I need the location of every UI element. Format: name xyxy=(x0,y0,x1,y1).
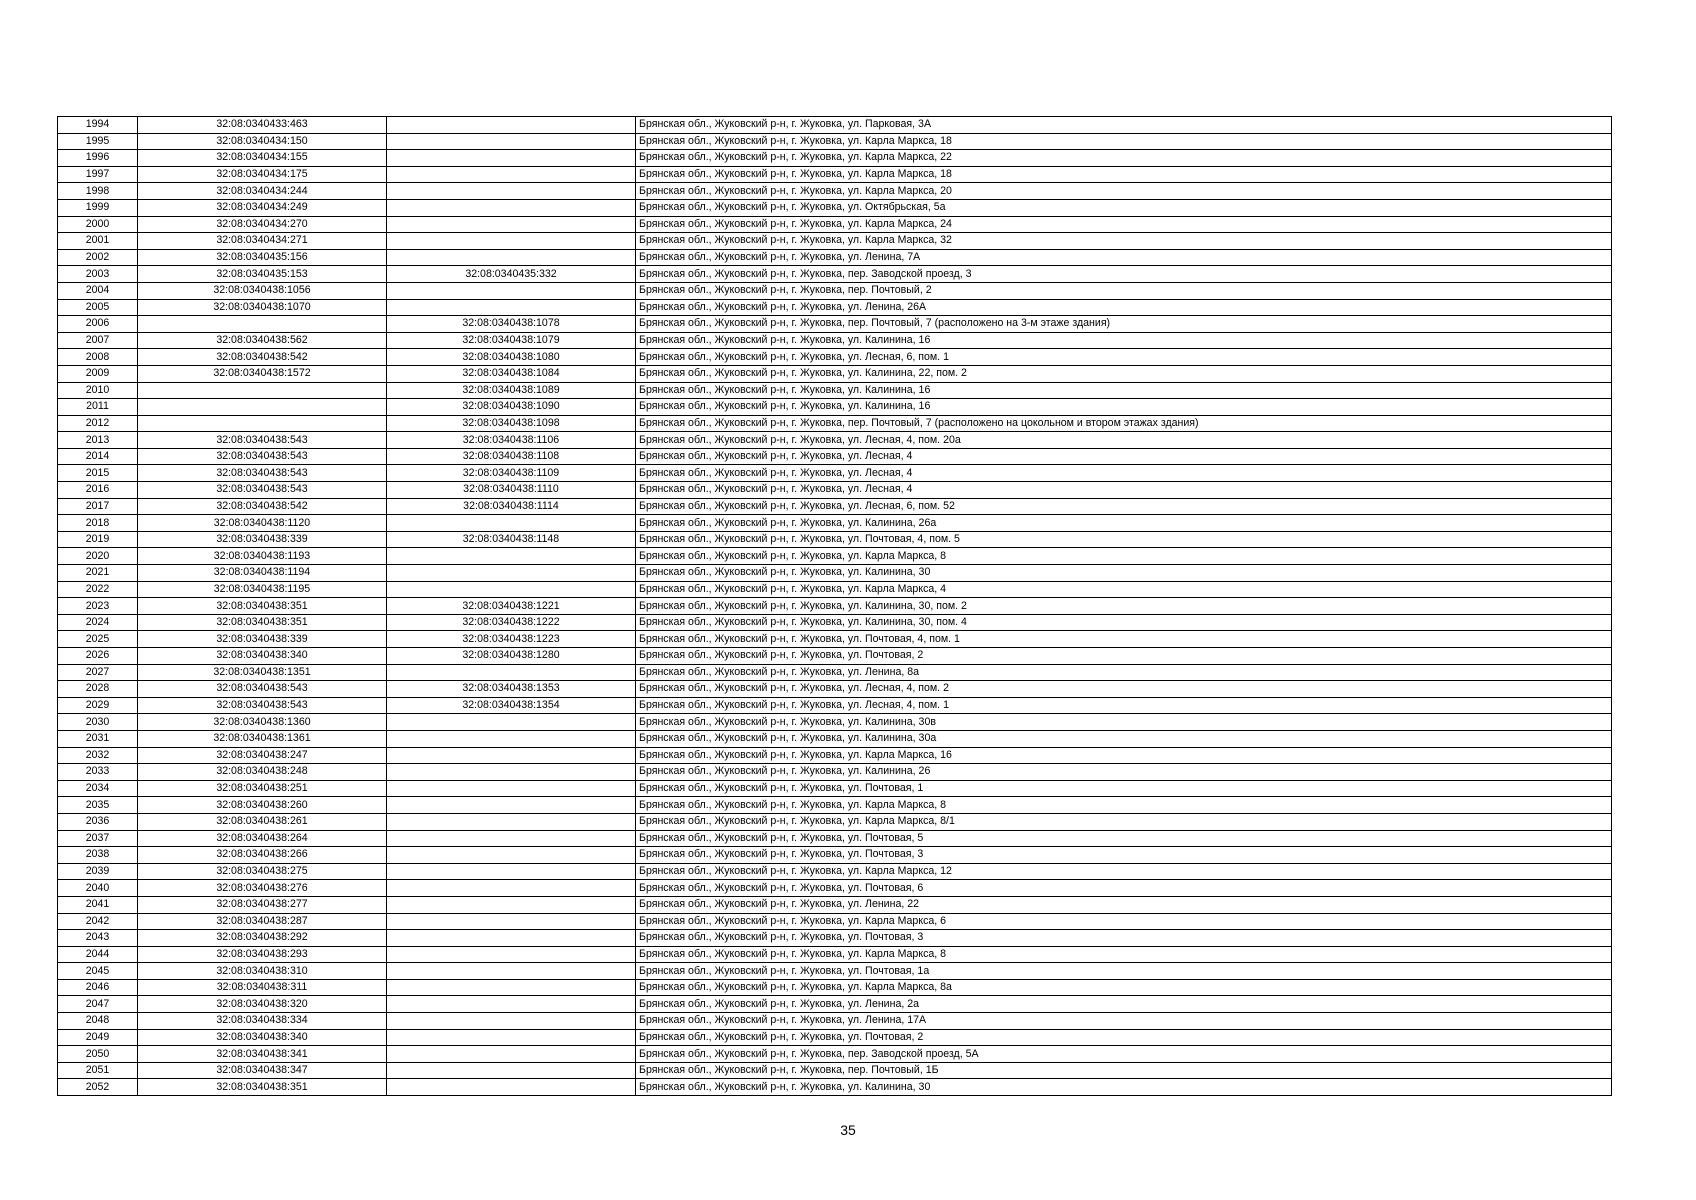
cadastral-number-cell: 32:08:0340434:155 xyxy=(138,150,387,167)
table-row xyxy=(58,780,1612,797)
address-cell: Брянская обл., Жуковский р-н, г. Жуковка, ул. Почтовая, 2 xyxy=(636,1029,1612,1046)
address-cell: Брянская обл., Жуковский р-н, г. Жуковка, ул. Лесная, 4, пом. 20а xyxy=(636,432,1612,449)
row-number-cell: 1998 xyxy=(58,183,138,200)
cadastral-number-cell: 32:08:0340434:150 xyxy=(138,133,387,150)
table-row xyxy=(58,946,1612,963)
object-number-cell xyxy=(387,730,636,747)
object-number-cell xyxy=(387,863,636,880)
cadastral-number-cell: 32:08:0340438:260 xyxy=(138,797,387,814)
table-row xyxy=(58,482,1612,499)
cadastral-number-cell: 32:08:0340438:1572 xyxy=(138,365,387,382)
address-cell: Брянская обл., Жуковский р-н, г. Жуковка, ул. Лесная, 4, пом. 1 xyxy=(636,697,1612,714)
cadastral-number-cell: 32:08:0340435:153 xyxy=(138,266,387,283)
object-number-cell xyxy=(387,880,636,897)
table-row xyxy=(58,963,1612,980)
table-row xyxy=(58,166,1612,183)
object-number-cell xyxy=(387,764,636,781)
row-number-cell: 2018 xyxy=(58,515,138,532)
object-number-cell xyxy=(387,714,636,731)
table-row xyxy=(58,216,1612,233)
cadastral-number-cell: 32:08:0340438:543 xyxy=(138,465,387,482)
object-number-cell xyxy=(387,1062,636,1079)
object-number-cell xyxy=(387,813,636,830)
cadastral-number-cell: 32:08:0340438:1120 xyxy=(138,515,387,532)
cadastral-number-cell: 32:08:0340438:339 xyxy=(138,631,387,648)
table-row xyxy=(58,664,1612,681)
object-number-cell xyxy=(387,847,636,864)
address-cell: Брянская обл., Жуковский р-н, г. Жуковка, ул. Ленина, 7А xyxy=(636,249,1612,266)
row-number-cell: 1996 xyxy=(58,150,138,167)
object-number-cell xyxy=(387,946,636,963)
object-number-cell xyxy=(387,1029,636,1046)
address-cell: Брянская обл., Жуковский р-н, г. Жуковка, ул. Карла Маркса, 12 xyxy=(636,863,1612,880)
cadastral-number-cell: 32:08:0340438:264 xyxy=(138,830,387,847)
address-cell: Брянская обл., Жуковский р-н, г. Жуковка, ул. Почтовая, 4, пом. 5 xyxy=(636,531,1612,548)
row-number-cell: 2044 xyxy=(58,946,138,963)
object-number-cell xyxy=(387,565,636,582)
object-number-cell: 32:08:0340438:1090 xyxy=(387,399,636,416)
row-number-cell: 2022 xyxy=(58,581,138,598)
address-cell: Брянская обл., Жуковский р-н, г. Жуковка, пер. Почтовый, 7 (расположено на цокольном и втором этажах здания) xyxy=(636,415,1612,432)
object-number-cell xyxy=(387,1046,636,1063)
row-number-cell: 2037 xyxy=(58,830,138,847)
cadastral-number-cell: 32:08:0340438:1056 xyxy=(138,282,387,299)
table-row xyxy=(58,797,1612,814)
object-number-cell xyxy=(387,581,636,598)
address-cell: Брянская обл., Жуковский р-н, г. Жуковка, ул. Карла Маркса, 20 xyxy=(636,183,1612,200)
address-cell: Брянская обл., Жуковский р-н, г. Жуковка, ул. Лесная, 6, пом. 1 xyxy=(636,349,1612,366)
cadastral-number-cell: 32:08:0340438:1070 xyxy=(138,299,387,316)
address-cell: Брянская обл., Жуковский р-н, г. Жуковка, ул. Лесная, 4 xyxy=(636,482,1612,499)
row-number-cell: 2032 xyxy=(58,747,138,764)
object-number-cell xyxy=(387,979,636,996)
address-cell: Брянская обл., Жуковский р-н, г. Жуковка, ул. Калинина, 30 xyxy=(636,565,1612,582)
object-number-cell: 32:08:0340438:1110 xyxy=(387,482,636,499)
cadastral-number-cell: 32:08:0340438:543 xyxy=(138,448,387,465)
cadastral-number-cell: 32:08:0340438:311 xyxy=(138,979,387,996)
object-number-cell: 32:08:0340438:1089 xyxy=(387,382,636,399)
row-number-cell: 2006 xyxy=(58,316,138,333)
table-row xyxy=(58,249,1612,266)
row-number-cell: 2048 xyxy=(58,1013,138,1030)
row-number-cell: 2015 xyxy=(58,465,138,482)
object-number-cell: 32:08:0340438:1106 xyxy=(387,432,636,449)
object-number-cell xyxy=(387,233,636,250)
cadastral-number-cell: 32:08:0340438:261 xyxy=(138,813,387,830)
table-row xyxy=(58,614,1612,631)
address-cell: Брянская обл., Жуковский р-н, г. Жуковка, ул. Ленина, 17А xyxy=(636,1013,1612,1030)
table-row xyxy=(58,299,1612,316)
address-cell: Брянская обл., Жуковский р-н, г. Жуковка, ул. Карла Маркса, 24 xyxy=(636,216,1612,233)
table-row xyxy=(58,415,1612,432)
cadastral-number-cell: 32:08:0340438:292 xyxy=(138,930,387,947)
address-cell: Брянская обл., Жуковский р-н, г. Жуковка, ул. Калинина, 16 xyxy=(636,399,1612,416)
cadastral-number-cell: 32:08:0340438:247 xyxy=(138,747,387,764)
cadastral-number-cell: 32:08:0340434:244 xyxy=(138,183,387,200)
row-number-cell: 2031 xyxy=(58,730,138,747)
row-number-cell: 1995 xyxy=(58,133,138,150)
cadastral-number-cell: 32:08:0340438:339 xyxy=(138,531,387,548)
table-row xyxy=(58,316,1612,333)
table-row xyxy=(58,465,1612,482)
cadastral-number-cell: 32:08:0340438:1194 xyxy=(138,565,387,582)
table-row xyxy=(58,581,1612,598)
table-row xyxy=(58,266,1612,283)
row-number-cell: 2026 xyxy=(58,648,138,665)
object-number-cell: 32:08:0340438:1114 xyxy=(387,498,636,515)
row-number-cell: 2008 xyxy=(58,349,138,366)
row-number-cell: 2007 xyxy=(58,332,138,349)
address-cell: Брянская обл., Жуковский р-н, г. Жуковка, ул. Калинина, 30 xyxy=(636,1079,1612,1096)
table-row xyxy=(58,150,1612,167)
row-number-cell: 2042 xyxy=(58,913,138,930)
cadastral-number-cell: 32:08:0340438:1193 xyxy=(138,548,387,565)
table-row xyxy=(58,830,1612,847)
row-number-cell: 2024 xyxy=(58,614,138,631)
table-row xyxy=(58,631,1612,648)
row-number-cell: 2043 xyxy=(58,930,138,947)
cadastral-number-cell: 32:08:0340434:249 xyxy=(138,199,387,216)
row-number-cell: 2049 xyxy=(58,1029,138,1046)
address-cell: Брянская обл., Жуковский р-н, г. Жуковка, ул. Лесная, 4 xyxy=(636,465,1612,482)
row-number-cell: 2025 xyxy=(58,631,138,648)
table-row xyxy=(58,764,1612,781)
address-cell: Брянская обл., Жуковский р-н, г. Жуковка, ул. Калинина, 26 xyxy=(636,764,1612,781)
object-number-cell: 32:08:0340438:1108 xyxy=(387,448,636,465)
row-number-cell: 2017 xyxy=(58,498,138,515)
table-row xyxy=(58,697,1612,714)
table-row xyxy=(58,233,1612,250)
address-cell: Брянская обл., Жуковский р-н, г. Жуковка, ул. Калинина, 16 xyxy=(636,382,1612,399)
address-cell: Брянская обл., Жуковский р-н, г. Жуковка, ул. Почтовая, 4, пом. 1 xyxy=(636,631,1612,648)
address-cell: Брянская обл., Жуковский р-н, г. Жуковка, ул. Карла Маркса, 8/1 xyxy=(636,813,1612,830)
table-row xyxy=(58,1079,1612,1096)
table-row xyxy=(58,730,1612,747)
table-row xyxy=(58,996,1612,1013)
cadastral-number-cell: 32:08:0340438:251 xyxy=(138,780,387,797)
table-row xyxy=(58,681,1612,698)
row-number-cell: 2033 xyxy=(58,764,138,781)
cadastral-number-cell: 32:08:0340438:1195 xyxy=(138,581,387,598)
object-number-cell: 32:08:0340438:1084 xyxy=(387,365,636,382)
cadastral-number-cell xyxy=(138,382,387,399)
object-number-cell xyxy=(387,797,636,814)
address-cell: Брянская обл., Жуковский р-н, г. Жуковка, ул. Калинина, 30, пом. 2 xyxy=(636,598,1612,615)
object-number-cell: 32:08:0340438:1280 xyxy=(387,648,636,665)
row-number-cell: 2036 xyxy=(58,813,138,830)
object-number-cell: 32:08:0340438:1148 xyxy=(387,531,636,548)
row-number-cell: 2005 xyxy=(58,299,138,316)
table-row xyxy=(58,382,1612,399)
row-number-cell: 2012 xyxy=(58,415,138,432)
row-number-cell: 2014 xyxy=(58,448,138,465)
table-row xyxy=(58,448,1612,465)
object-number-cell xyxy=(387,133,636,150)
property-table-body xyxy=(58,117,1612,1096)
row-number-cell: 2021 xyxy=(58,565,138,582)
cadastral-number-cell: 32:08:0340438:334 xyxy=(138,1013,387,1030)
cadastral-number-cell: 32:08:0340438:351 xyxy=(138,598,387,615)
address-cell: Брянская обл., Жуковский р-н, г. Жуковка, ул. Калинина, 30а xyxy=(636,730,1612,747)
cadastral-number-cell: 32:08:0340434:271 xyxy=(138,233,387,250)
table-row xyxy=(58,498,1612,515)
cadastral-number-cell: 32:08:0340438:340 xyxy=(138,1029,387,1046)
object-number-cell xyxy=(387,963,636,980)
address-cell: Брянская обл., Жуковский р-н, г. Жуковка, ул. Октябрьская, 5а xyxy=(636,199,1612,216)
row-number-cell: 2027 xyxy=(58,664,138,681)
table-row xyxy=(58,199,1612,216)
object-number-cell xyxy=(387,996,636,1013)
object-number-cell: 32:08:0340438:1223 xyxy=(387,631,636,648)
address-cell: Брянская обл., Жуковский р-н, г. Жуковка, ул. Почтовая, 5 xyxy=(636,830,1612,847)
table-row xyxy=(58,863,1612,880)
object-number-cell xyxy=(387,299,636,316)
address-cell: Брянская обл., Жуковский р-н, г. Жуковка, ул. Почтовая, 1 xyxy=(636,780,1612,797)
object-number-cell xyxy=(387,199,636,216)
object-number-cell: 32:08:0340438:1078 xyxy=(387,316,636,333)
address-cell: Брянская обл., Жуковский р-н, г. Жуковка, ул. Карла Маркса, 4 xyxy=(636,581,1612,598)
cadastral-number-cell: 32:08:0340438:542 xyxy=(138,349,387,366)
cadastral-number-cell: 32:08:0340438:1361 xyxy=(138,730,387,747)
cadastral-number-cell: 32:08:0340438:543 xyxy=(138,681,387,698)
table-row xyxy=(58,548,1612,565)
object-number-cell xyxy=(387,1013,636,1030)
object-number-cell: 32:08:0340438:1098 xyxy=(387,415,636,432)
address-cell: Брянская обл., Жуковский р-н, г. Жуковка, пер. Заводской проезд, 3 xyxy=(636,266,1612,283)
table-row xyxy=(58,349,1612,366)
address-cell: Брянская обл., Жуковский р-н, г. Жуковка, пер. Почтовый, 1Б xyxy=(636,1062,1612,1079)
object-number-cell xyxy=(387,913,636,930)
cadastral-number-cell: 32:08:0340438:266 xyxy=(138,847,387,864)
row-number-cell: 2013 xyxy=(58,432,138,449)
table-row xyxy=(58,1029,1612,1046)
row-number-cell: 2035 xyxy=(58,797,138,814)
cadastral-number-cell: 32:08:0340438:1360 xyxy=(138,714,387,731)
address-cell: Брянская обл., Жуковский р-н, г. Жуковка, ул. Калинина, 22, пом. 2 xyxy=(636,365,1612,382)
cadastral-number-cell: 32:08:0340438:277 xyxy=(138,896,387,913)
object-number-cell xyxy=(387,896,636,913)
row-number-cell: 2030 xyxy=(58,714,138,731)
object-number-cell xyxy=(387,830,636,847)
row-number-cell: 2001 xyxy=(58,233,138,250)
object-number-cell xyxy=(387,249,636,266)
object-number-cell xyxy=(387,930,636,947)
cadastral-number-cell: 32:08:0340438:347 xyxy=(138,1062,387,1079)
object-number-cell xyxy=(387,150,636,167)
row-number-cell: 2023 xyxy=(58,598,138,615)
table-row xyxy=(58,648,1612,665)
cadastral-number-cell: 32:08:0340434:175 xyxy=(138,166,387,183)
object-number-cell: 32:08:0340438:1222 xyxy=(387,614,636,631)
address-cell: Брянская обл., Жуковский р-н, г. Жуковка, ул. Ленина, 2а xyxy=(636,996,1612,1013)
table-row xyxy=(58,365,1612,382)
cadastral-number-cell: 32:08:0340438:1351 xyxy=(138,664,387,681)
row-number-cell: 2028 xyxy=(58,681,138,698)
row-number-cell: 1994 xyxy=(58,117,138,134)
table-row xyxy=(58,565,1612,582)
table-row xyxy=(58,1013,1612,1030)
address-cell: Брянская обл., Жуковский р-н, г. Жуковка, ул. Лесная, 4 xyxy=(636,448,1612,465)
table-row xyxy=(58,896,1612,913)
cadastral-number-cell: 32:08:0340438:543 xyxy=(138,432,387,449)
row-number-cell: 2045 xyxy=(58,963,138,980)
table-row xyxy=(58,332,1612,349)
row-number-cell: 2040 xyxy=(58,880,138,897)
cadastral-number-cell: 32:08:0340438:340 xyxy=(138,648,387,665)
row-number-cell: 2009 xyxy=(58,365,138,382)
table-row xyxy=(58,813,1612,830)
row-number-cell: 2051 xyxy=(58,1062,138,1079)
cadastral-number-cell: 32:08:0340438:562 xyxy=(138,332,387,349)
address-cell: Брянская обл., Жуковский р-н, г. Жуковка, ул. Карла Маркса, 6 xyxy=(636,913,1612,930)
address-cell: Брянская обл., Жуковский р-н, г. Жуковка, ул. Калинина, 30, пом. 4 xyxy=(636,614,1612,631)
table-row xyxy=(58,979,1612,996)
address-cell: Брянская обл., Жуковский р-н, г. Жуковка, ул. Калинина, 30в xyxy=(636,714,1612,731)
address-cell: Брянская обл., Жуковский р-н, г. Жуковка, ул. Карла Маркса, 8 xyxy=(636,946,1612,963)
table-row xyxy=(58,913,1612,930)
row-number-cell: 2011 xyxy=(58,399,138,416)
table-row xyxy=(58,930,1612,947)
row-number-cell: 2039 xyxy=(58,863,138,880)
row-number-cell: 2000 xyxy=(58,216,138,233)
cadastral-number-cell: 32:08:0340438:341 xyxy=(138,1046,387,1063)
cadastral-number-cell: 32:08:0340438:310 xyxy=(138,963,387,980)
object-number-cell xyxy=(387,515,636,532)
cadastral-number-cell xyxy=(138,399,387,416)
row-number-cell: 2029 xyxy=(58,697,138,714)
row-number-cell: 2047 xyxy=(58,996,138,1013)
address-cell: Брянская обл., Жуковский р-н, г. Жуковка, пер. Почтовый, 2 xyxy=(636,282,1612,299)
cadastral-number-cell: 32:08:0340438:248 xyxy=(138,764,387,781)
row-number-cell: 1997 xyxy=(58,166,138,183)
row-number-cell: 2002 xyxy=(58,249,138,266)
row-number-cell: 2046 xyxy=(58,979,138,996)
row-number-cell: 2034 xyxy=(58,780,138,797)
object-number-cell xyxy=(387,117,636,134)
address-cell: Брянская обл., Жуковский р-н, г. Жуковка, ул. Карла Маркса, 22 xyxy=(636,150,1612,167)
table-row xyxy=(58,1046,1612,1063)
row-number-cell: 2020 xyxy=(58,548,138,565)
row-number-cell: 2050 xyxy=(58,1046,138,1063)
address-cell: Брянская обл., Жуковский р-н, г. Жуковка, ул. Карла Маркса, 18 xyxy=(636,133,1612,150)
row-number-cell: 2004 xyxy=(58,282,138,299)
address-cell: Брянская обл., Жуковский р-н, г. Жуковка, ул. Парковая, 3А xyxy=(636,117,1612,134)
table-row xyxy=(58,847,1612,864)
cadastral-number-cell: 32:08:0340435:156 xyxy=(138,249,387,266)
object-number-cell: 32:08:0340435:332 xyxy=(387,266,636,283)
cadastral-number-cell xyxy=(138,415,387,432)
address-cell: Брянская обл., Жуковский р-н, г. Жуковка, ул. Карла Маркса, 8 xyxy=(636,797,1612,814)
cadastral-number-cell: 32:08:0340438:351 xyxy=(138,614,387,631)
page-number: 35 xyxy=(840,1122,856,1138)
cadastral-number-cell: 32:08:0340438:351 xyxy=(138,1079,387,1096)
cadastral-number-cell: 32:08:0340438:543 xyxy=(138,697,387,714)
cadastral-number-cell xyxy=(138,316,387,333)
table-row xyxy=(58,880,1612,897)
cadastral-number-cell: 32:08:0340434:270 xyxy=(138,216,387,233)
row-number-cell: 2052 xyxy=(58,1079,138,1096)
object-number-cell: 32:08:0340438:1354 xyxy=(387,697,636,714)
cadastral-number-cell: 32:08:0340438:276 xyxy=(138,880,387,897)
address-cell: Брянская обл., Жуковский р-н, г. Жуковка, ул. Карла Маркса, 32 xyxy=(636,233,1612,250)
table-row xyxy=(58,714,1612,731)
table-row xyxy=(58,1062,1612,1079)
address-cell: Брянская обл., Жуковский р-н, г. Жуковка, ул. Карла Маркса, 8а xyxy=(636,979,1612,996)
row-number-cell: 2038 xyxy=(58,847,138,864)
cadastral-number-cell: 32:08:0340433:463 xyxy=(138,117,387,134)
address-cell: Брянская обл., Жуковский р-н, г. Жуковка, ул. Ленина, 22 xyxy=(636,896,1612,913)
object-number-cell: 32:08:0340438:1353 xyxy=(387,681,636,698)
row-number-cell: 2041 xyxy=(58,896,138,913)
address-cell: Брянская обл., Жуковский р-н, г. Жуковка, ул. Лесная, 6, пом. 52 xyxy=(636,498,1612,515)
object-number-cell: 32:08:0340438:1080 xyxy=(387,349,636,366)
table-row xyxy=(58,747,1612,764)
object-number-cell: 32:08:0340438:1109 xyxy=(387,465,636,482)
object-number-cell xyxy=(387,548,636,565)
object-number-cell xyxy=(387,282,636,299)
object-number-cell xyxy=(387,216,636,233)
address-cell: Брянская обл., Жуковский р-н, г. Жуковка, пер. Почтовый, 7 (расположено на 3-м этаже здания) xyxy=(636,316,1612,333)
table-row xyxy=(58,531,1612,548)
row-number-cell: 2016 xyxy=(58,482,138,499)
table-row xyxy=(58,432,1612,449)
address-cell: Брянская обл., Жуковский р-н, г. Жуковка, ул. Почтовая, 3 xyxy=(636,930,1612,947)
table-row xyxy=(58,133,1612,150)
object-number-cell xyxy=(387,780,636,797)
object-number-cell xyxy=(387,747,636,764)
address-cell: Брянская обл., Жуковский р-н, г. Жуковка, ул. Ленина, 8а xyxy=(636,664,1612,681)
address-cell: Брянская обл., Жуковский р-н, г. Жуковка, пер. Заводской проезд, 5А xyxy=(636,1046,1612,1063)
object-number-cell xyxy=(387,1079,636,1096)
object-number-cell xyxy=(387,166,636,183)
address-cell: Брянская обл., Жуковский р-н, г. Жуковка, ул. Ленина, 26А xyxy=(636,299,1612,316)
table-row xyxy=(58,515,1612,532)
property-table xyxy=(57,116,1612,1096)
object-number-cell xyxy=(387,183,636,200)
object-number-cell xyxy=(387,664,636,681)
row-number-cell: 2003 xyxy=(58,266,138,283)
address-cell: Брянская обл., Жуковский р-н, г. Жуковка, ул. Лесная, 4, пом. 2 xyxy=(636,681,1612,698)
cadastral-number-cell: 32:08:0340438:320 xyxy=(138,996,387,1013)
cadastral-number-cell: 32:08:0340438:543 xyxy=(138,482,387,499)
object-number-cell: 32:08:0340438:1079 xyxy=(387,332,636,349)
table-row xyxy=(58,117,1612,134)
address-cell: Брянская обл., Жуковский р-н, г. Жуковка, ул. Карла Маркса, 18 xyxy=(636,166,1612,183)
address-cell: Брянская обл., Жуковский р-н, г. Жуковка, ул. Почтовая, 1а xyxy=(636,963,1612,980)
cadastral-number-cell: 32:08:0340438:542 xyxy=(138,498,387,515)
row-number-cell: 1999 xyxy=(58,199,138,216)
address-cell: Брянская обл., Жуковский р-н, г. Жуковка, ул. Карла Маркса, 8 xyxy=(636,548,1612,565)
table-row xyxy=(58,399,1612,416)
cadastral-number-cell: 32:08:0340438:287 xyxy=(138,913,387,930)
row-number-cell: 2010 xyxy=(58,382,138,399)
address-cell: Брянская обл., Жуковский р-н, г. Жуковка, ул. Почтовая, 6 xyxy=(636,880,1612,897)
address-cell: Брянская обл., Жуковский р-н, г. Жуковка, ул. Почтовая, 3 xyxy=(636,847,1612,864)
table-row xyxy=(58,598,1612,615)
cadastral-number-cell: 32:08:0340438:293 xyxy=(138,946,387,963)
address-cell: Брянская обл., Жуковский р-н, г. Жуковка, ул. Калинина, 26а xyxy=(636,515,1612,532)
object-number-cell: 32:08:0340438:1221 xyxy=(387,598,636,615)
cadastral-number-cell: 32:08:0340438:275 xyxy=(138,863,387,880)
table-row xyxy=(58,282,1612,299)
address-cell: Брянская обл., Жуковский р-н, г. Жуковка, ул. Почтовая, 2 xyxy=(636,648,1612,665)
table-row xyxy=(58,183,1612,200)
address-cell: Брянская обл., Жуковский р-н, г. Жуковка, ул. Калинина, 16 xyxy=(636,332,1612,349)
address-cell: Брянская обл., Жуковский р-н, г. Жуковка, ул. Карла Маркса, 16 xyxy=(636,747,1612,764)
row-number-cell: 2019 xyxy=(58,531,138,548)
